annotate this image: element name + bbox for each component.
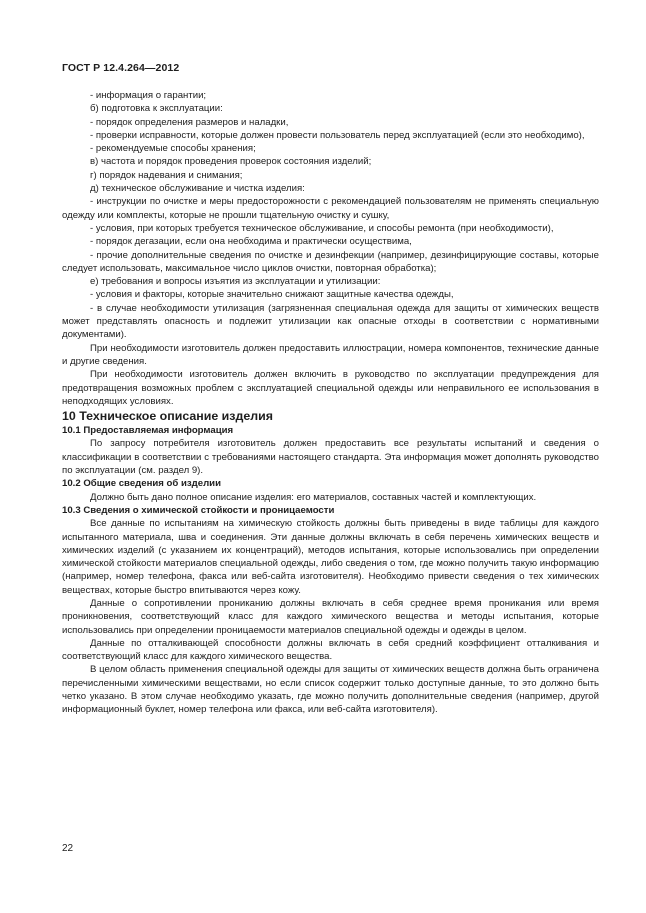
list-item: - порядок дегазации, если она необходима и практически осуществима, (90, 236, 412, 248)
list-item: б) подготовка к эксплуатации: (90, 103, 223, 115)
subsection-10-2-title: 10.2 Общие сведения об изделии (62, 478, 221, 490)
section-10-title: 10 Техническое описание изделия (62, 409, 273, 424)
paragraph: При необходимости изготовитель должен включить в руководство по эксплуатации предупреждения для предотвращения возможных проблем с эксплуатацией специальной одежды или неправильного ее использования в неподходящих условиях. (62, 369, 599, 407)
paragraph: В целом область применения специальной одежды для защиты от химических веществ должна быть ограничена перечисленными химическими веществами, но если список содержит только доступные данные, то это должно быть четко указано. В этом случае необходимо указать, где можно получить дополнительные сведения (например, другой информационный буклет, номер телефона или факса, или веб-сайта изготовителя). (62, 664, 599, 716)
subsection-10-1-title: 10.1 Предоставляемая информация (62, 425, 234, 437)
page-content (62, 89, 599, 717)
list-item: - рекомендуемые способы хранения; (90, 143, 256, 155)
list-item: - условия, при которых требуется техническое обслуживание, и способы ремонта (при необходимости), (90, 222, 554, 234)
paragraph: Данные по отталкивающей способности должны включать в себя средний коэффициент отталкивания и соответствующий класс для каждого химического вещества. (62, 637, 599, 663)
paragraph: При необходимости изготовитель должен предоставить иллюстрации, номера компонентов, технические данные и другие сведения. (62, 342, 599, 367)
paragraph: Все данные по испытаниям на химическую стойкость должны быть приведены в виде таблицы для каждого испытанного материала, шва и соединения. Эти данные должны включать в себя перечень химических веществ и химических изделий (с указанием их концентраций), методов испытания, которые использовались при определении химической стойкости материалов специальной одежды, либо сведения о том, где можно получить такую информацию (например, номер телефона, факса или веб-сайта изготовителя). Необходимо привести сведения о тех химических веществах, которые быстро впитываются через кожу. (62, 518, 599, 596)
list-item: - прочие дополнительные сведения по очистке и дезинфекции (например, дезинфицирующие составы, которые следует использовать, максимальное число циклов очистки, повторная обработка); (62, 249, 599, 274)
list-item: в) частота и порядок проведения проверок состояния изделий; (90, 156, 372, 168)
list-item: - инструкции по очистке и меры предосторожности с рекомендацией пользователям не применять специальную одежду или комплекты, которые не прошли тщательную очистку и сушку, (62, 196, 599, 221)
list-item: г) порядок надевания и снимания; (90, 169, 243, 181)
list-item: - в случае необходимости утилизация (загрязненная специальная одежда для защиты от химических веществ может представлять опасность и подлежит утилизации как опасные отходы в соответствии с нормативными документами). (62, 302, 599, 341)
subsection-10-3-title: 10.3 Сведения о химической стойкости и проницаемости (62, 504, 335, 516)
list-item: - порядок определения размеров и наладки, (90, 116, 289, 128)
list-item: д) техническое обслуживание и чистка изделия: (90, 183, 305, 195)
paragraph: Должно быть дано полное описание изделия: его материалов, составных частей и комплектующих. (90, 491, 537, 503)
paragraph: По запросу потребителя изготовитель должен предоставить все результаты испытаний и сведения о классификации в соответствии с требованиями настоящего стандарта. Эта информация может дополнять руководство по эксплуатации (см. раздел 9). (62, 438, 599, 477)
list-item: е) требования и вопросы изъятия из эксплуатации и утилизации: (90, 276, 381, 288)
page-number: 22 (62, 843, 74, 854)
paragraph: Данные о сопротивлении прониканию должны включать в себя среднее время проникания или время проникновения, соответствующий класс для каждого химического вещества и методы испытания, которые использовались при определении проницаемости материалов специальной одежды и одежды в целом. (62, 597, 599, 636)
standard-header: ГОСТ Р 12.4.264—2012 (62, 62, 180, 74)
list-item: - условия и факторы, которые значительно снижают защитные качества одежды, (90, 289, 454, 301)
list-item: - проверки исправности, которые должен провести пользователь перед эксплуатацией (если это необходимо), (90, 129, 585, 141)
list-item: - информация о гарантии; (90, 90, 207, 101)
